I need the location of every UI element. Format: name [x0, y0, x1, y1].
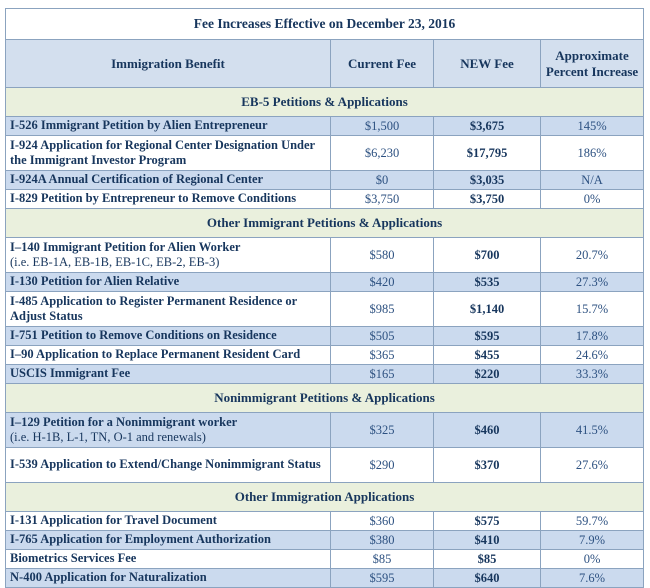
table-row [6, 448, 644, 483]
current-fee-cell: $580 [331, 238, 434, 273]
section-header-eb5: EB-5 Petitions & Applications [6, 88, 644, 117]
new-fee-cell: $700 [434, 238, 541, 273]
percent-cell: 24.6% [541, 346, 644, 365]
current-fee-cell: $595 [331, 569, 434, 588]
table-row [6, 531, 644, 550]
table-row [6, 413, 644, 448]
benefit-cell: Biometrics Services Fee [6, 550, 331, 569]
current-fee-cell: $85 [331, 550, 434, 569]
percent-cell: 33.3% [541, 365, 644, 384]
new-fee-cell: $455 [434, 346, 541, 365]
percent-cell: 15.7% [541, 292, 644, 327]
benefit-cell [6, 413, 331, 448]
benefit-cell: I-765 Application for Employment Authorization [6, 531, 331, 550]
table-title: Fee Increases Effective on December 23, 2016 [6, 9, 644, 40]
table-row [6, 171, 644, 190]
table-row [6, 190, 644, 209]
current-fee-cell: $380 [331, 531, 434, 550]
col-header-percent-increase: Approximate Percent Increase [541, 40, 644, 88]
current-fee-cell: $0 [331, 171, 434, 190]
benefit-cell: USCIS Immigrant Fee [6, 365, 331, 384]
new-fee-cell: $17,795 [434, 136, 541, 171]
benefit-cell: I-829 Petition by Entrepreneur to Remove Conditions [6, 190, 331, 209]
new-fee-cell: $640 [434, 569, 541, 588]
new-fee-cell: $595 [434, 327, 541, 346]
new-fee-cell: $1,140 [434, 292, 541, 327]
table-row [6, 327, 644, 346]
new-fee-cell: $3,035 [434, 171, 541, 190]
section-header-row [6, 384, 644, 413]
current-fee-cell: $325 [331, 413, 434, 448]
current-fee-cell: $420 [331, 273, 434, 292]
benefit-cell: I–90 Application to Replace Permanent Resident Card [6, 346, 331, 365]
new-fee-cell: $3,675 [434, 117, 541, 136]
current-fee-cell: $1,500 [331, 117, 434, 136]
new-fee-cell: $220 [434, 365, 541, 384]
new-fee-cell: $85 [434, 550, 541, 569]
current-fee-cell: $6,230 [331, 136, 434, 171]
table-row [6, 569, 644, 588]
percent-cell: 0% [541, 550, 644, 569]
benefit-cell: I-539 Application to Extend/Change Nonimmigrant Status [6, 448, 331, 483]
table-row [6, 136, 644, 171]
percent-cell: 186% [541, 136, 644, 171]
col-header-current-fee: Current Fee [331, 40, 434, 88]
table-title-row [6, 9, 644, 40]
current-fee-cell: $165 [331, 365, 434, 384]
percent-cell: 27.6% [541, 448, 644, 483]
new-fee-cell: $460 [434, 413, 541, 448]
col-header-benefit: Immigration Benefit [6, 40, 331, 88]
benefit-cell: N-400 Application for Naturalization [6, 569, 331, 588]
percent-cell: 17.8% [541, 327, 644, 346]
table-row [6, 117, 644, 136]
benefit-cell [6, 238, 331, 273]
benefit-cell: I-526 Immigrant Petition by Alien Entrepreneur [6, 117, 331, 136]
table-row [6, 346, 644, 365]
benefit-cell: I-130 Petition for Alien Relative [6, 273, 331, 292]
benefit-sub: (i.e. EB-1A, EB-1B, EB-1C, EB-2, EB-3) [10, 255, 220, 269]
section-header-other-applications: Other Immigration Applications [6, 483, 644, 512]
benefit-sub: (i.e. H-1B, L-1, TN, O-1 and renewals) [10, 430, 206, 444]
percent-cell: 7.9% [541, 531, 644, 550]
fee-table [5, 8, 644, 588]
new-fee-cell: $575 [434, 512, 541, 531]
new-fee-cell: $370 [434, 448, 541, 483]
table-row [6, 365, 644, 384]
current-fee-cell: $365 [331, 346, 434, 365]
table-row [6, 550, 644, 569]
benefit-cell: I-485 Application to Register Permanent Residence or Adjust Status [6, 292, 331, 327]
benefit-main: I–140 Immigrant Petition for Alien Worker [10, 239, 241, 254]
table-row [6, 292, 644, 327]
new-fee-cell: $410 [434, 531, 541, 550]
percent-cell: 27.3% [541, 273, 644, 292]
current-fee-cell: $985 [331, 292, 434, 327]
table-row [6, 512, 644, 531]
percent-cell: 7.6% [541, 569, 644, 588]
section-header-nonimmigrant: Nonimmigrant Petitions & Applications [6, 384, 644, 413]
benefit-cell: I-751 Petition to Remove Conditions on Residence [6, 327, 331, 346]
benefit-main: I–129 Petition for a Nonimmigrant worker [10, 414, 238, 429]
section-header-row [6, 88, 644, 117]
table-row [6, 273, 644, 292]
section-header-row [6, 209, 644, 238]
current-fee-cell: $360 [331, 512, 434, 531]
col-header-new-fee: NEW Fee [434, 40, 541, 88]
benefit-cell: I-131 Application for Travel Document [6, 512, 331, 531]
table-row [6, 238, 644, 273]
new-fee-cell: $3,750 [434, 190, 541, 209]
benefit-cell: I-924A Annual Certification of Regional Center [6, 171, 331, 190]
percent-cell: N/A [541, 171, 644, 190]
current-fee-cell: $505 [331, 327, 434, 346]
benefit-cell: I-924 Application for Regional Center Designation Under the Immigrant Investor Program [6, 136, 331, 171]
section-header-other-immigrant: Other Immigrant Petitions & Applications [6, 209, 644, 238]
current-fee-cell: $3,750 [331, 190, 434, 209]
percent-cell: 145% [541, 117, 644, 136]
percent-cell: 0% [541, 190, 644, 209]
new-fee-cell: $535 [434, 273, 541, 292]
current-fee-cell: $290 [331, 448, 434, 483]
column-header-row [6, 40, 644, 88]
percent-cell: 59.7% [541, 512, 644, 531]
percent-cell: 41.5% [541, 413, 644, 448]
percent-cell: 20.7% [541, 238, 644, 273]
section-header-row [6, 483, 644, 512]
